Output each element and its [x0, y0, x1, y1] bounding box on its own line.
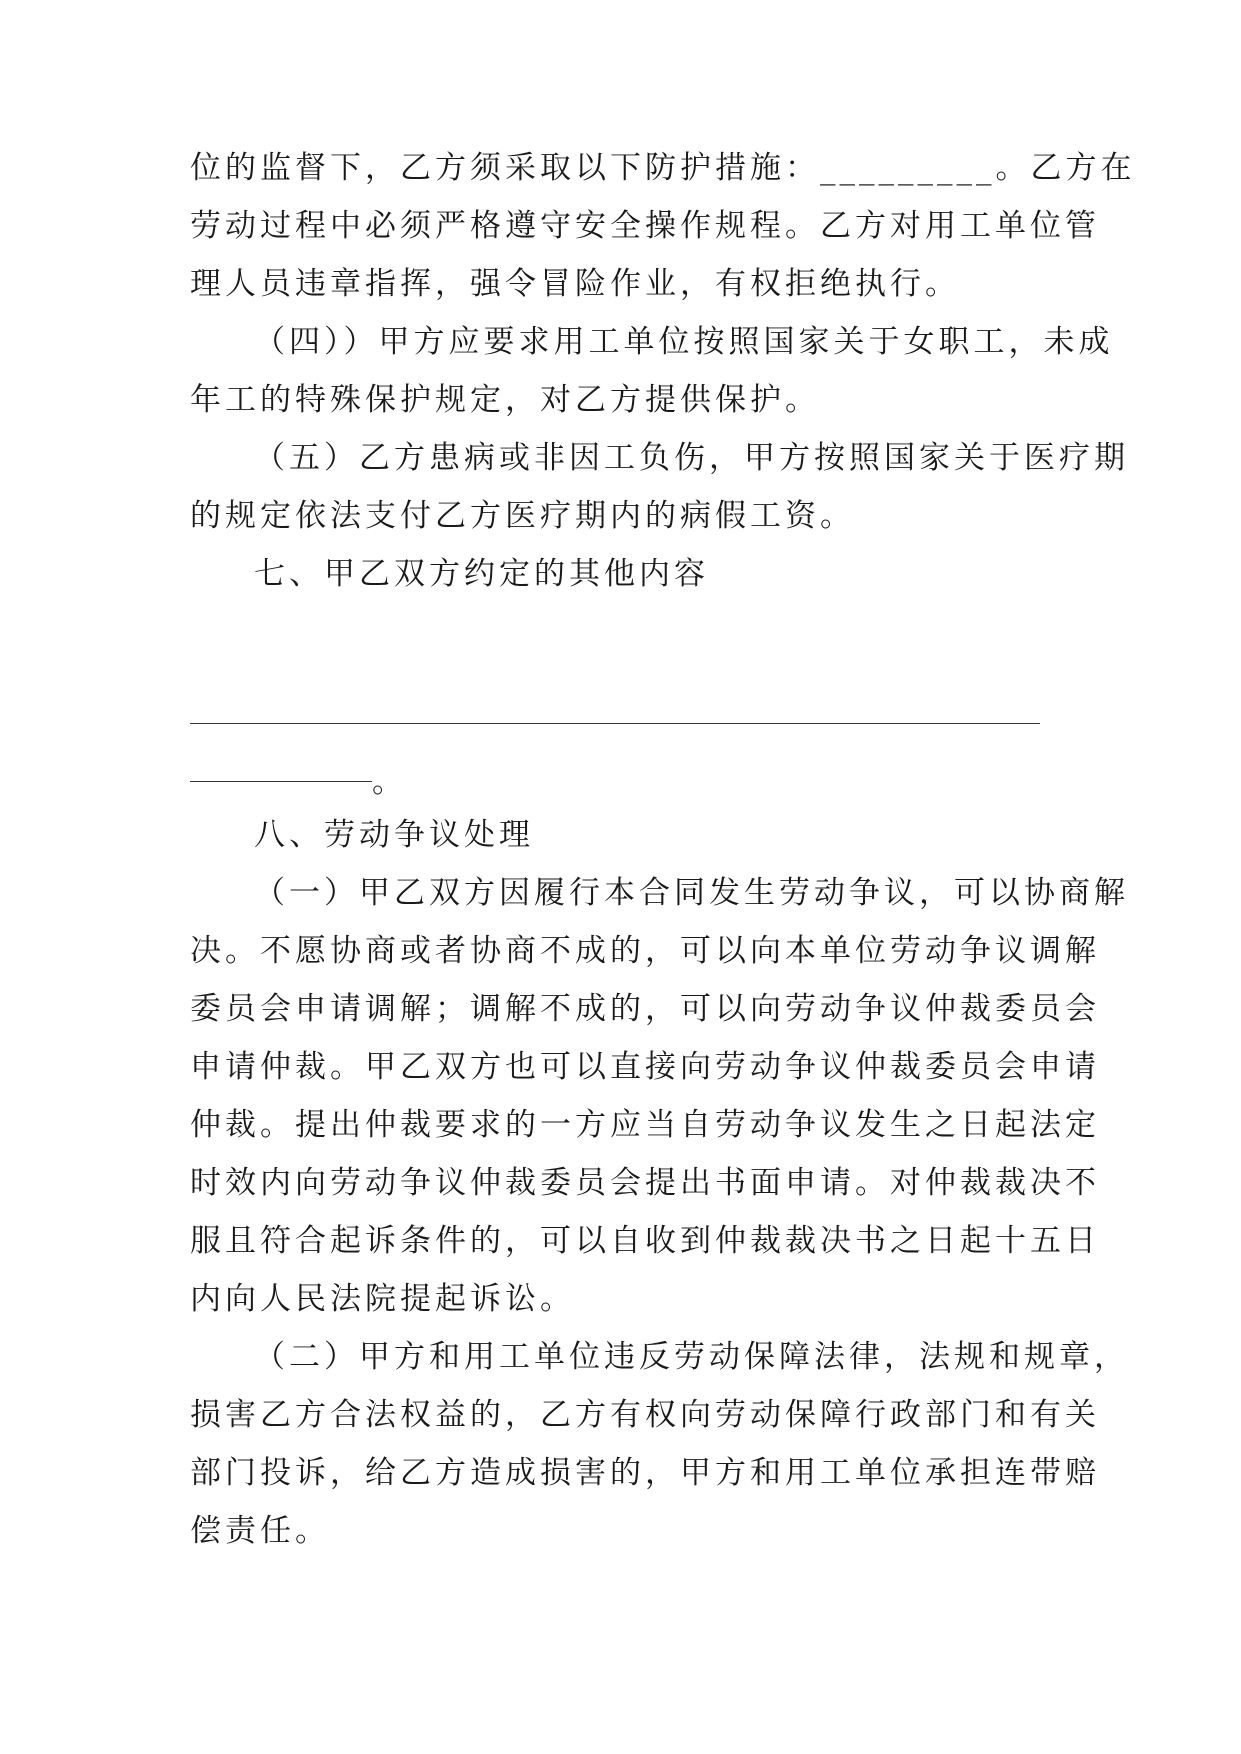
section-heading-8: 八、劳动争议处理	[254, 817, 534, 853]
fill-in-blank-line	[190, 723, 1040, 724]
paragraph-line: 年工的特殊保护规定，对乙方提供保护。	[190, 382, 820, 418]
paragraph-line: 位的监督下，乙方须采取以下防护措施：_________。乙方在	[190, 150, 1136, 186]
paragraph-line: 委员会申请调解；调解不成的，可以向劳动争议仲裁委员会	[190, 991, 1100, 1027]
paragraph-line: 的规定依法支付乙方医疗期内的病假工资。	[190, 498, 855, 534]
paragraph-line: 偿责任。	[190, 1513, 330, 1549]
paragraph-line: 申请仲裁。甲乙双方也可以直接向劳动争议仲裁委员会申请	[190, 1049, 1100, 1085]
paragraph-line: 仲裁。提出仲裁要求的一方应当自劳动争议发生之日起法定	[190, 1107, 1100, 1143]
section-heading-7: 七、甲乙双方约定的其他内容	[254, 556, 709, 592]
paragraph-line: 决。不愿协商或者协商不成的，可以向本单位劳动争议调解	[190, 933, 1100, 969]
paragraph-line: 部门投诉，给乙方造成损害的，甲方和用工单位承担连带赔	[190, 1455, 1100, 1491]
blank-end-period: 。	[372, 764, 407, 800]
fill-in-blank-line	[190, 781, 372, 782]
paragraph-line: （五）乙方患病或非因工负伤，甲方按照国家关于医疗期	[254, 440, 1129, 476]
paragraph-line: 损害乙方合法权益的，乙方有权向劳动保障行政部门和有关	[190, 1397, 1100, 1433]
paragraph-line: 时效内向劳动争议仲裁委员会提出书面申请。对仲裁裁决不	[190, 1165, 1100, 1201]
paragraph-line: （二）甲方和用工单位违反劳动保障法律，法规和规章，	[254, 1339, 1129, 1375]
paragraph-line: 服且符合起诉条件的，可以自收到仲裁裁决书之日起十五日	[190, 1223, 1100, 1259]
paragraph-line: （一）甲乙双方因履行本合同发生劳动争议，可以协商解	[254, 875, 1129, 911]
paragraph-line: 劳动过程中必须严格遵守安全操作规程。乙方对用工单位管	[190, 208, 1100, 244]
paragraph-line: 内向人民法院提起诉讼。	[190, 1281, 575, 1317]
paragraph-line: 理人员违章指挥，强令冒险作业，有权拒绝执行。	[190, 266, 960, 302]
paragraph-line: （四））甲方应要求用工单位按照国家关于女职工，未成	[254, 324, 1114, 360]
